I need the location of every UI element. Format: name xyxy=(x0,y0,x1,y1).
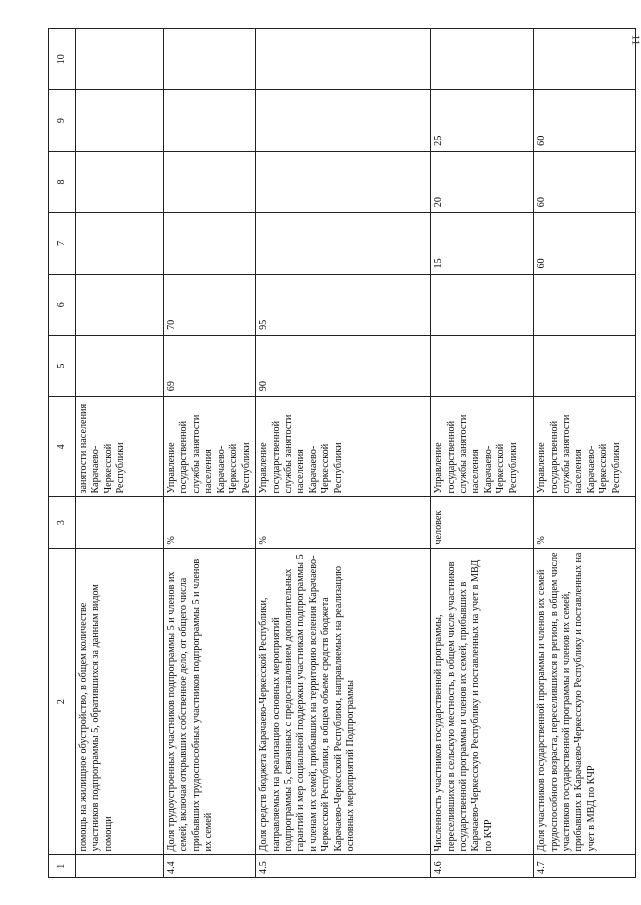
value-cell xyxy=(256,29,431,90)
header-cell: 3 xyxy=(49,497,76,548)
value-cell xyxy=(164,29,256,90)
table-row xyxy=(431,29,534,878)
value-cell: 60 xyxy=(534,151,636,212)
value-cell xyxy=(164,90,256,151)
responsible-cell: Управление государственной службы занятости населения Карачаево-Черкесской Республики xyxy=(534,397,636,497)
value-cell xyxy=(76,151,164,212)
value-cell xyxy=(76,29,164,90)
header-cell: 7 xyxy=(49,213,76,274)
header-cell: 6 xyxy=(49,274,76,335)
indicator-name: помощь на жилищное обустройство, в общем количестве участников подпрограммы 5, обратившихся за данным видом помощи xyxy=(76,548,164,855)
value-cell: 20 xyxy=(431,151,534,212)
value-cell: 60 xyxy=(534,213,636,274)
value-cell xyxy=(164,151,256,212)
value-cell: 15 xyxy=(431,213,534,274)
value-cell xyxy=(431,335,534,396)
value-cell xyxy=(256,213,431,274)
value-cell xyxy=(534,274,636,335)
indicator-table xyxy=(48,28,636,878)
header-cell: 4 xyxy=(49,397,76,497)
indicator-table-sheet xyxy=(48,28,628,878)
value-cell: 90 xyxy=(256,335,431,396)
indicator-name: Доля участников государственной программы и членов их семей трудоспособного возраста, переселившихся в регион, в общем числе участников государственной программы и членов их семей, прибывших в Карачаево-Черкесскую Республику и поставленных на учет в МВД по КЧР xyxy=(534,548,636,855)
value-cell: 25 xyxy=(431,90,534,151)
value-cell: 69 xyxy=(164,335,256,396)
indicator-name: Численность участников государственной программы, переселившихся в сельскую местность, в общем числе участников государственной программы и членов их семей, прибывших в Карачаево-Черкесскую Республику и поставленных на учет в МВД по КЧР xyxy=(431,548,534,855)
header-cell: 8 xyxy=(49,151,76,212)
header-cell: 10 xyxy=(49,29,76,90)
row-number: 4.4 xyxy=(164,855,256,878)
header-cell: 1 xyxy=(49,855,76,878)
value-cell xyxy=(431,29,534,90)
header-cell: 2 xyxy=(49,548,76,855)
responsible-cell: занятости населения Карачаево-Черкесской Республики xyxy=(76,397,164,497)
row-number: 4.6 xyxy=(431,855,534,878)
header-row xyxy=(49,29,76,878)
value-cell xyxy=(76,335,164,396)
page-number: 11 xyxy=(629,34,641,46)
header-cell: 9 xyxy=(49,90,76,151)
value-cell: 70 xyxy=(164,274,256,335)
value-cell xyxy=(76,213,164,274)
indicator-name: Доля трудоустроенных участников подпрограммы 5 и членов их семей, включая открывших собственное дело, от общего числа прибывших трудоспособных участников подпрограммы 5 и членов их семей xyxy=(164,548,256,855)
table-row xyxy=(76,29,164,878)
value-cell xyxy=(76,90,164,151)
value-cell xyxy=(164,213,256,274)
table-row xyxy=(534,29,636,878)
responsible-cell: Управление государственной службы занятости населения Карачаево-Черкесской Республики xyxy=(256,397,431,497)
value-cell: 60 xyxy=(534,90,636,151)
responsible-cell: Управление государственной службы занятости населения Карачаево-Черкесской Республики xyxy=(431,397,534,497)
unit-cell xyxy=(76,497,164,548)
value-cell xyxy=(256,90,431,151)
value-cell xyxy=(256,151,431,212)
value-cell xyxy=(431,274,534,335)
table-row xyxy=(164,29,256,878)
unit-cell: % xyxy=(164,497,256,548)
header-cell: 5 xyxy=(49,335,76,396)
row-number: 4.5 xyxy=(256,855,431,878)
row-number xyxy=(76,855,164,878)
value-cell xyxy=(534,29,636,90)
unit-cell: человек xyxy=(431,497,534,548)
unit-cell: % xyxy=(534,497,636,548)
responsible-cell: Управление государственной службы занятости населения Карачаево-Черкесской Республики xyxy=(164,397,256,497)
row-number: 4.7 xyxy=(534,855,636,878)
table-row xyxy=(256,29,431,878)
indicator-name: Доля средств бюджета Карачаево-Черкесской Республики, направляемых на реализацию основных мероприятий подпрограммы 5, связанных с предоставлением дополнительных гарантий и мер социальной поддержки участникам подпрограммы 5 и членам их семей, прибывших на территорию вселения Карачаево-Черкесской Республики, в общем объеме средств бюджета Карачаево-Черкесской Республики, направляемых на реализацию основных мероприятий Подпрограммы xyxy=(256,548,431,855)
value-cell xyxy=(534,335,636,396)
value-cell: 95 xyxy=(256,274,431,335)
unit-cell: % xyxy=(256,497,431,548)
value-cell xyxy=(76,274,164,335)
